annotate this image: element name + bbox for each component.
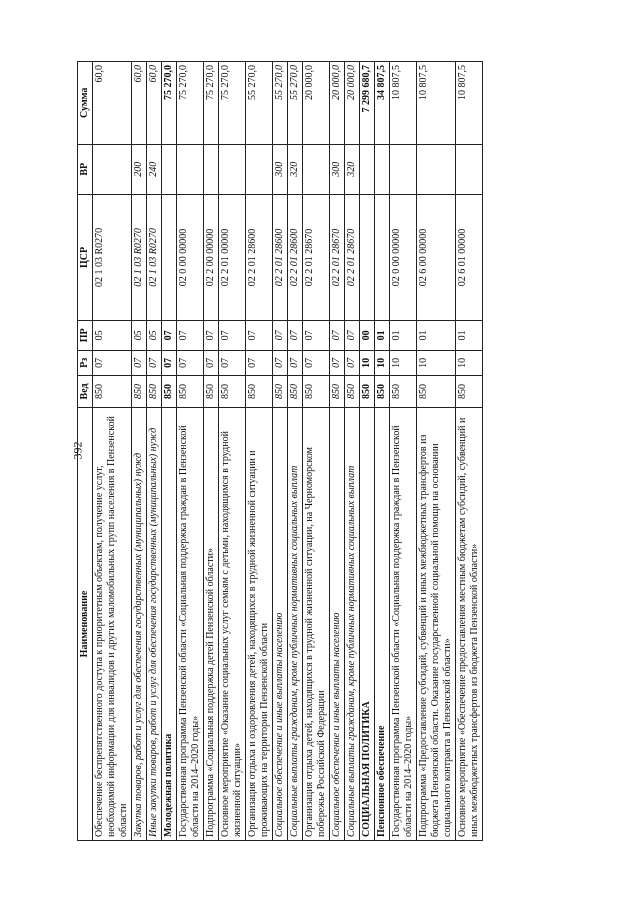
cell-ved: 850 — [93, 375, 132, 407]
cell-vr — [303, 144, 330, 194]
cell-name: Основное мероприятие «Оказание социальных услуг семьям с детьми, находящимся в трудной жизненной ситуации» — [219, 407, 246, 840]
cell-vr — [93, 144, 132, 194]
cell-vr: 240 — [147, 144, 162, 194]
cell-vr: 320 — [288, 144, 303, 194]
cell-rz: 10 — [417, 350, 456, 375]
cell-sum: 10 807,5 — [456, 62, 483, 145]
cell-csr — [360, 194, 375, 320]
table-row — [162, 62, 177, 841]
table-row — [93, 62, 132, 841]
cell-pr: 01 — [375, 320, 390, 350]
cell-sum: 34 807,5 — [375, 62, 390, 145]
cell-ved: 850 — [360, 375, 375, 407]
cell-rz: 10 — [456, 350, 483, 375]
cell-ved: 850 — [147, 375, 162, 407]
cell-rz: 07 — [162, 350, 177, 375]
cell-name: Молодежная политика — [162, 407, 177, 840]
cell-rz: 07 — [219, 350, 246, 375]
cell-sum: 75 270,0 — [177, 62, 204, 145]
cell-rz: 07 — [132, 350, 147, 375]
cell-name: Организация отдыха и оздоровления детей, находящихся в трудной жизненной ситуации и проживающих на территории Пензенской области — [246, 407, 273, 840]
table-body — [93, 62, 483, 841]
cell-pr: 01 — [456, 320, 483, 350]
table-row — [204, 62, 219, 841]
cell-csr: 02 2 01 28670 — [330, 194, 345, 320]
cell-csr: 02 2 01 00000 — [219, 194, 246, 320]
cell-name: Подпрограмма «Социальная поддержка детей Пензенской области» — [204, 407, 219, 840]
header-name: Наименование — [78, 407, 93, 840]
cell-rz: 07 — [273, 350, 288, 375]
cell-pr: 07 — [330, 320, 345, 350]
cell-ved: 850 — [345, 375, 360, 407]
cell-rz: 07 — [93, 350, 132, 375]
cell-csr: 02 6 00 00000 — [417, 194, 456, 320]
cell-csr: 02 2 01 28600 — [273, 194, 288, 320]
cell-ved: 850 — [219, 375, 246, 407]
cell-pr: 05 — [132, 320, 147, 350]
cell-rz: 10 — [390, 350, 417, 375]
cell-rz: 07 — [345, 350, 360, 375]
cell-pr: 07 — [288, 320, 303, 350]
cell-vr — [219, 144, 246, 194]
cell-csr: 02 6 01 00000 — [456, 194, 483, 320]
table-row — [375, 62, 390, 841]
cell-name: Пенсионное обеспечение — [375, 407, 390, 840]
cell-csr: 02 2 01 28600 — [288, 194, 303, 320]
cell-ved: 850 — [303, 375, 330, 407]
cell-rz: 07 — [177, 350, 204, 375]
cell-name: Закупка товаров, работ и услуг для обеспечения государственных (муниципальных) нужд — [132, 407, 147, 840]
cell-vr — [390, 144, 417, 194]
cell-ved: 850 — [204, 375, 219, 407]
cell-csr: 02 2 01 28670 — [345, 194, 360, 320]
cell-ved: 850 — [375, 375, 390, 407]
cell-sum: 60,0 — [132, 62, 147, 145]
table-row — [288, 62, 303, 841]
cell-pr: 07 — [177, 320, 204, 350]
header-csr: ЦСР — [78, 194, 93, 320]
cell-pr: 07 — [219, 320, 246, 350]
cell-vr: 200 — [132, 144, 147, 194]
cell-vr — [360, 144, 375, 194]
table-row — [246, 62, 273, 841]
table-row — [330, 62, 345, 841]
header-vr: ВР — [78, 144, 93, 194]
cell-csr: 02 0 00 00000 — [390, 194, 417, 320]
cell-pr: 07 — [273, 320, 288, 350]
cell-csr: 02 1 03 R0270 — [132, 194, 147, 320]
cell-vr — [375, 144, 390, 194]
cell-sum: 75 270,0 — [219, 62, 246, 145]
cell-csr: 02 2 01 28600 — [246, 194, 273, 320]
cell-ved: 850 — [132, 375, 147, 407]
cell-sum: 55 270,0 — [246, 62, 273, 145]
cell-sum: 20 000,0 — [330, 62, 345, 145]
cell-name: СОЦИАЛЬНАЯ ПОЛИТИКА — [360, 407, 375, 840]
header-pr: ПР — [78, 320, 93, 350]
table-row — [303, 62, 330, 841]
cell-rz: 07 — [330, 350, 345, 375]
cell-vr — [456, 144, 483, 194]
cell-rz: 07 — [303, 350, 330, 375]
table-row — [219, 62, 246, 841]
cell-sum: 75 270,0 — [162, 62, 177, 145]
cell-name: Государственная программа Пензенской области «Социальная поддержка граждан в Пензенской области на 2014–2020 годы» — [177, 407, 204, 840]
cell-csr — [162, 194, 177, 320]
cell-csr: 02 1 03 R0270 — [93, 194, 132, 320]
budget-table — [77, 61, 483, 841]
cell-vr: 320 — [345, 144, 360, 194]
cell-name: Социальные выплаты гражданам, кроме публичных нормативных социальных выплат — [288, 407, 303, 840]
cell-pr: 05 — [93, 320, 132, 350]
cell-pr: 07 — [204, 320, 219, 350]
cell-rz: 07 — [288, 350, 303, 375]
header-rz: Рз — [78, 350, 93, 375]
cell-csr: 02 0 00 00000 — [177, 194, 204, 320]
page-number: 392 — [70, 441, 85, 460]
table-header-row — [78, 62, 93, 841]
cell-rz: 07 — [147, 350, 162, 375]
cell-vr — [246, 144, 273, 194]
cell-pr: 01 — [390, 320, 417, 350]
cell-pr: 07 — [345, 320, 360, 350]
cell-sum: 55 270,0 — [273, 62, 288, 145]
table-row — [147, 62, 162, 841]
table-row — [390, 62, 417, 841]
cell-vr — [204, 144, 219, 194]
cell-vr — [162, 144, 177, 194]
cell-pr: 00 — [360, 320, 375, 350]
cell-vr — [177, 144, 204, 194]
cell-csr — [375, 194, 390, 320]
table-row — [132, 62, 147, 841]
cell-csr: 02 1 03 R0270 — [147, 194, 162, 320]
table-row — [273, 62, 288, 841]
cell-ved: 850 — [273, 375, 288, 407]
cell-sum: 10 807,5 — [390, 62, 417, 145]
cell-name: Социальное обеспечение и иные выплаты населению — [273, 407, 288, 840]
cell-name: Социальные выплаты гражданам, кроме публичных нормативных социальных выплат — [345, 407, 360, 840]
cell-pr: 05 — [147, 320, 162, 350]
cell-ved: 850 — [288, 375, 303, 407]
cell-sum: 10 807,5 — [417, 62, 456, 145]
cell-name: Иные закупки товаров, работ и услуг для обеспечения государственных (муниципальных) нужд — [147, 407, 162, 840]
cell-name: Социальное обеспечение и иные выплаты населению — [330, 407, 345, 840]
cell-sum: 20 000,0 — [345, 62, 360, 145]
table-row — [360, 62, 375, 841]
cell-csr: 02 2 00 00000 — [204, 194, 219, 320]
cell-ved: 850 — [177, 375, 204, 407]
cell-ved: 850 — [330, 375, 345, 407]
cell-name: Организация отдыха детей, находящихся в трудной жизненной ситуации, на Черноморском побережье Российской Федерации — [303, 407, 330, 840]
cell-sum: 55 270,0 — [288, 62, 303, 145]
cell-ved: 850 — [417, 375, 456, 407]
header-sum: Сумма — [78, 62, 93, 145]
cell-name: Основное мероприятие «Обеспечение предоставления местным бюджетам субсидий, субвенций и иных межбюджетных трансфертов из бюджета Пензенской области» — [456, 407, 483, 840]
cell-csr: 02 2 01 28670 — [303, 194, 330, 320]
cell-vr — [417, 144, 456, 194]
cell-rz: 10 — [375, 350, 390, 375]
cell-vr: 300 — [330, 144, 345, 194]
cell-sum: 60,0 — [93, 62, 132, 145]
cell-sum: 7 299 680,7 — [360, 62, 375, 145]
cell-rz: 10 — [360, 350, 375, 375]
cell-pr: 07 — [303, 320, 330, 350]
rotated-table-container — [77, 61, 562, 841]
cell-name: Подпрограмма «Предоставление субсидий, субвенций и иных межбюджетных трансфертов из бюджета Пензенской области. Оказание государственной социальной помощи на основании социального контракта в Пензенской области» — [417, 407, 456, 840]
cell-pr: 01 — [417, 320, 456, 350]
cell-vr: 300 — [273, 144, 288, 194]
cell-pr: 07 — [162, 320, 177, 350]
table-row — [417, 62, 456, 841]
cell-pr: 07 — [246, 320, 273, 350]
cell-rz: 07 — [204, 350, 219, 375]
cell-ved: 850 — [162, 375, 177, 407]
cell-rz: 07 — [246, 350, 273, 375]
cell-sum: 60,0 — [147, 62, 162, 145]
cell-name: Обеспечение беспрепятственного доступа к приоритетным объектам, получение услуг, необходимой информации для инвалидов и других маломобильных групп населения в Пензенской области — [93, 407, 132, 840]
cell-sum: 20 000,0 — [303, 62, 330, 145]
header-ved: Вед — [78, 375, 93, 407]
table-row — [345, 62, 360, 841]
cell-sum: 75 270,0 — [204, 62, 219, 145]
table-row — [456, 62, 483, 841]
cell-name: Государственная программа Пензенской области «Социальная поддержка граждан в Пензенской области на 2014–2020 годы» — [390, 407, 417, 840]
cell-ved: 850 — [390, 375, 417, 407]
table-row — [177, 62, 204, 841]
cell-ved: 850 — [246, 375, 273, 407]
cell-ved: 850 — [456, 375, 483, 407]
